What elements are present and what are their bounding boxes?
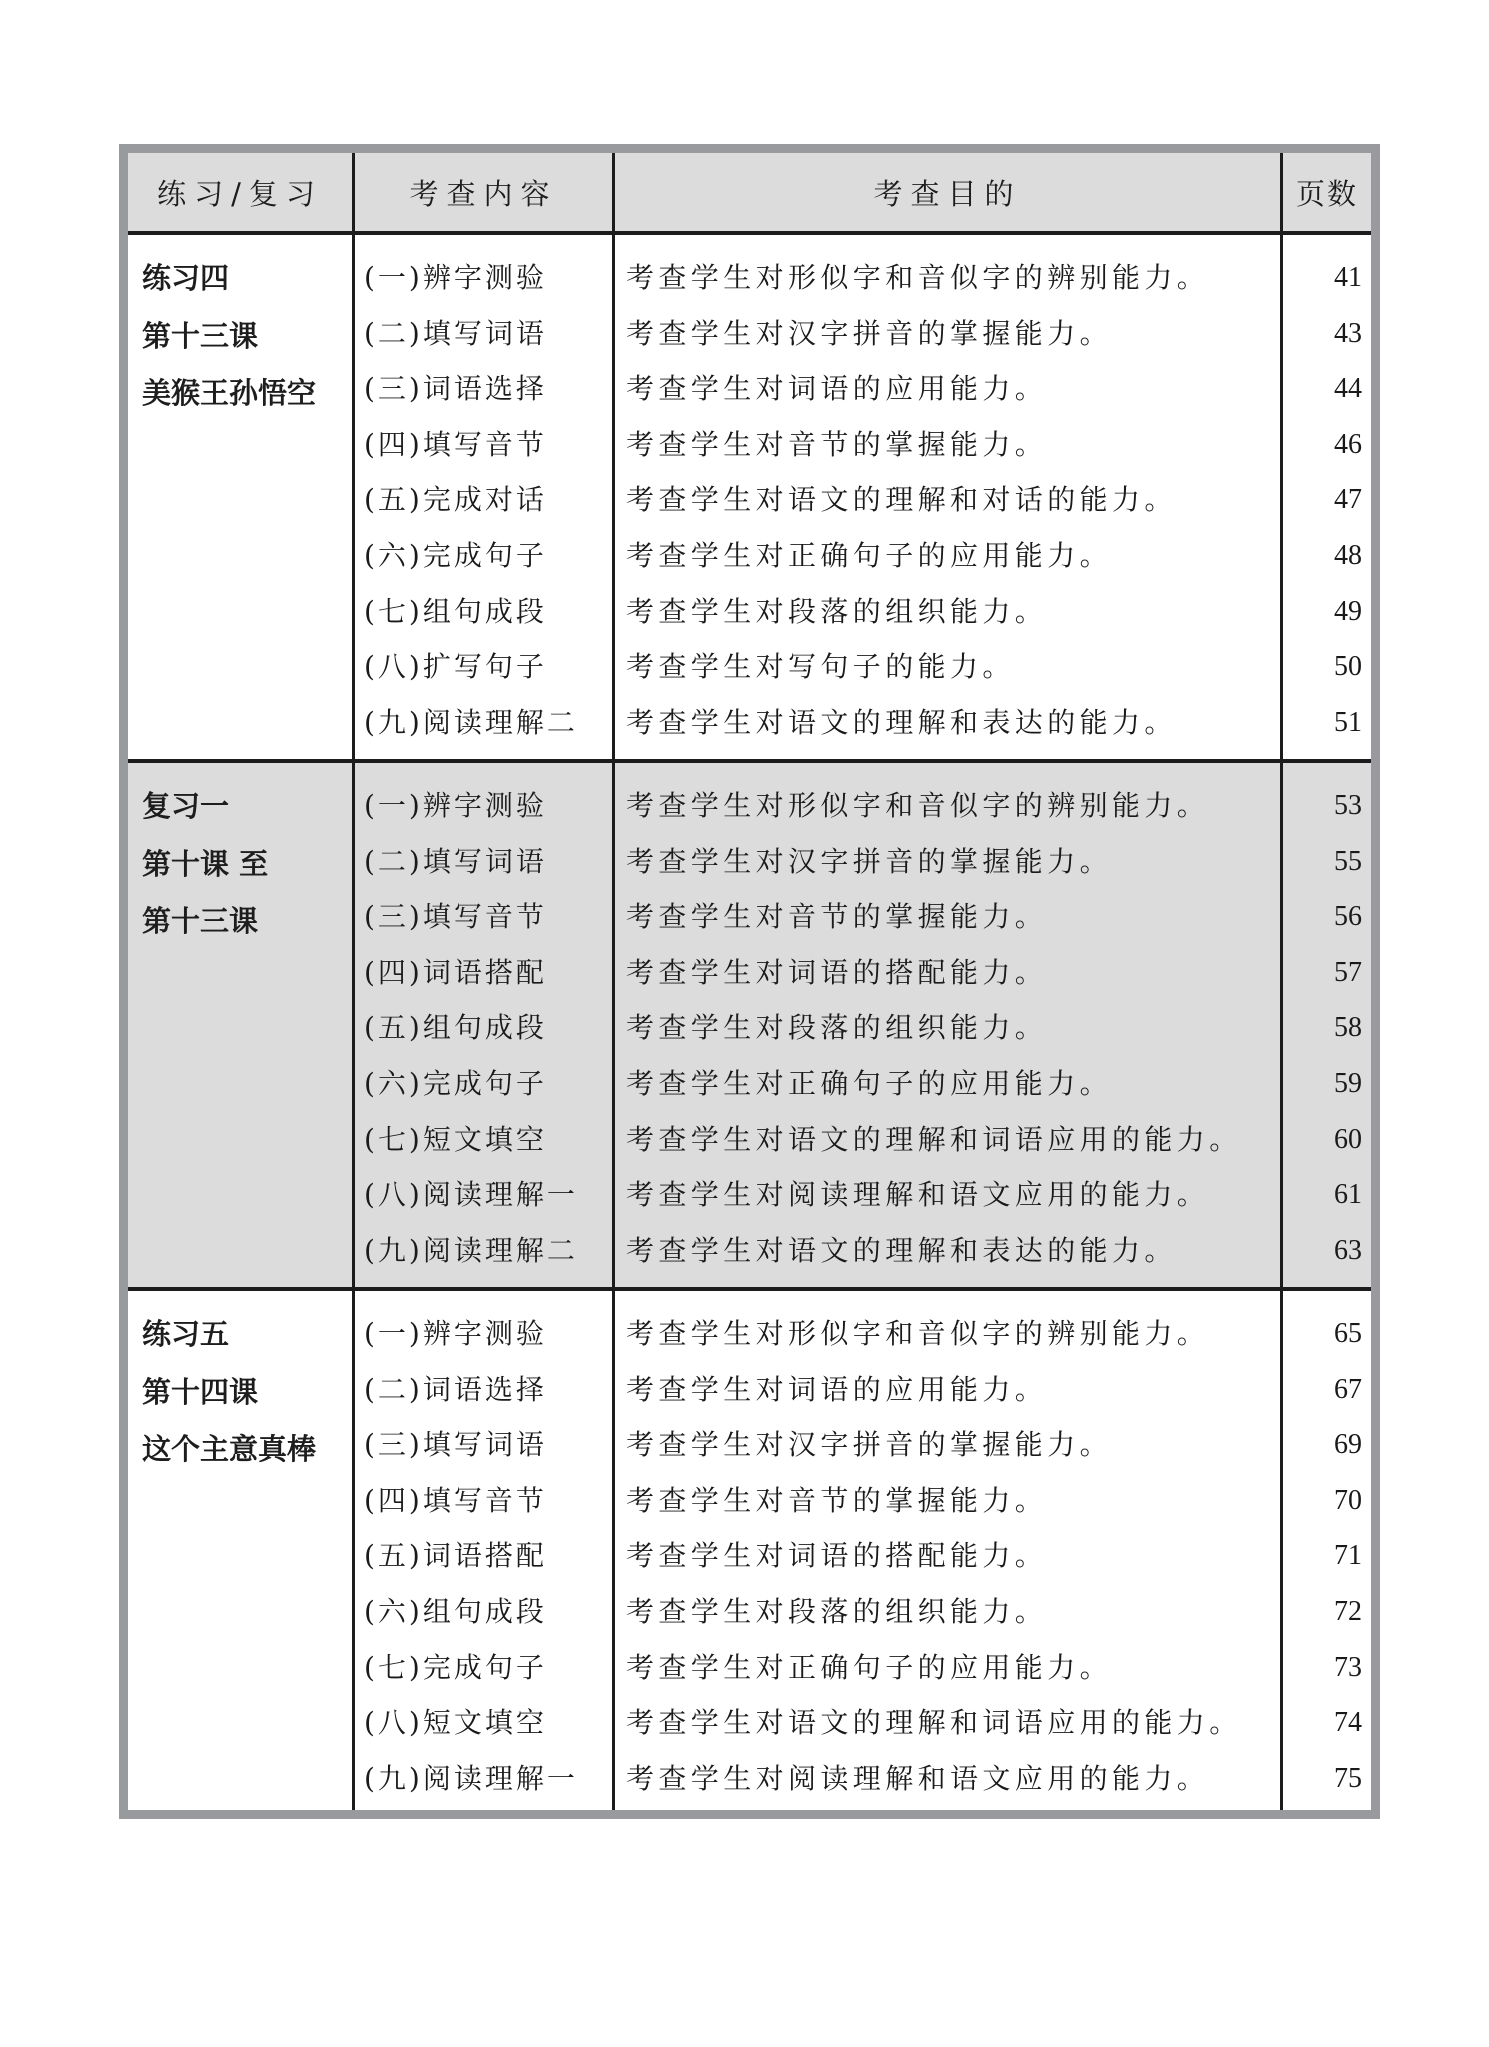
section-divider bbox=[128, 759, 1371, 763]
purpose-cell: 考查学生对段落的组织能力。 bbox=[626, 1594, 1048, 1628]
page-cell: 51 bbox=[1334, 706, 1362, 738]
purpose-cell: 考查学生对音节的掌握能力。 bbox=[626, 900, 1048, 934]
content-cell: (二)词语选择 bbox=[364, 1372, 547, 1406]
table-row bbox=[128, 952, 1371, 1008]
table-row bbox=[128, 424, 1371, 480]
table-row bbox=[128, 841, 1371, 897]
section-practice-4 bbox=[128, 235, 1371, 759]
page-cell: 49 bbox=[1334, 595, 1362, 627]
purpose-cell: 考查学生对正确句子的应用能力。 bbox=[626, 1650, 1113, 1684]
table-row bbox=[128, 1369, 1371, 1425]
lesson-line: 这个主意真棒 bbox=[142, 1432, 317, 1466]
page-cell: 53 bbox=[1334, 790, 1362, 821]
table-row bbox=[128, 1758, 1371, 1814]
page-cell: 59 bbox=[1334, 1067, 1362, 1099]
table-row bbox=[128, 1591, 1371, 1647]
table-row bbox=[128, 1313, 1371, 1369]
purpose-cell: 考查学生对词语的搭配能力。 bbox=[626, 955, 1048, 989]
page-cell: 47 bbox=[1334, 484, 1362, 516]
purpose-cell: 考查学生对语文的理解和对话的能力。 bbox=[626, 483, 1177, 517]
purpose-cell: 考查学生对汉字拼音的掌握能力。 bbox=[626, 1428, 1113, 1462]
content-cell: (二)填写词语 bbox=[364, 844, 547, 878]
page-cell: 70 bbox=[1334, 1484, 1362, 1516]
page-cell: 50 bbox=[1334, 651, 1362, 683]
lesson-line: 复习一 bbox=[142, 789, 230, 823]
purpose-cell: 考查学生对段落的组织能力。 bbox=[626, 1011, 1048, 1045]
content-cell: (四)填写音节 bbox=[364, 1483, 547, 1517]
content-cell: (七)短文填空 bbox=[364, 1122, 547, 1156]
section-divider bbox=[128, 1287, 1371, 1291]
table-row bbox=[128, 1007, 1371, 1063]
lesson-line: 练习四 bbox=[142, 261, 230, 295]
content-cell: (八)阅读理解一 bbox=[364, 1178, 578, 1212]
content-cell: (九)阅读理解一 bbox=[364, 1761, 578, 1795]
page-cell: 75 bbox=[1334, 1762, 1362, 1794]
table-row bbox=[128, 1480, 1371, 1536]
content-cell: (四)词语搭配 bbox=[364, 955, 547, 989]
table-row bbox=[128, 1535, 1371, 1591]
lesson-line: 练习五 bbox=[142, 1317, 230, 1351]
table-row bbox=[128, 785, 1371, 841]
table-row bbox=[128, 1424, 1371, 1480]
lesson-line: 第十四课 bbox=[142, 1374, 259, 1409]
purpose-cell: 考查学生对写句子的能力。 bbox=[626, 650, 1015, 684]
content-cell: (五)完成对话 bbox=[364, 483, 547, 517]
purpose-cell: 考查学生对语文的理解和词语应用的能力。 bbox=[626, 1122, 1242, 1156]
content-cell: (二)填写词语 bbox=[364, 316, 547, 350]
header-page: 页数 bbox=[1295, 176, 1358, 211]
purpose-cell: 考查学生对汉字拼音的掌握能力。 bbox=[626, 844, 1113, 878]
page-cell: 43 bbox=[1334, 317, 1362, 349]
table-row bbox=[128, 702, 1371, 758]
purpose-cell: 考查学生对阅读理解和语文应用的能力。 bbox=[626, 1178, 1210, 1212]
table-row bbox=[128, 1230, 1371, 1286]
content-cell: (五)词语搭配 bbox=[364, 1539, 547, 1573]
purpose-cell: 考查学生对语文的理解和词语应用的能力。 bbox=[626, 1706, 1242, 1740]
page-cell: 73 bbox=[1334, 1651, 1362, 1683]
page-cell: 61 bbox=[1334, 1179, 1362, 1211]
purpose-cell: 考查学生对汉字拼音的掌握能力。 bbox=[626, 316, 1113, 350]
page-cell: 63 bbox=[1334, 1234, 1362, 1266]
header-purpose: 考查目的 bbox=[873, 176, 1022, 211]
table-row bbox=[128, 646, 1371, 702]
lesson-line: 第十三课 bbox=[142, 904, 259, 938]
section-review-1 bbox=[128, 763, 1371, 1287]
page-cell: 71 bbox=[1334, 1540, 1362, 1572]
content-cell: (九)阅读理解二 bbox=[364, 705, 578, 739]
purpose-cell: 考查学生对阅读理解和语文应用的能力。 bbox=[626, 1761, 1210, 1795]
content-cell: (三)填写音节 bbox=[364, 900, 547, 934]
exercise-table bbox=[119, 144, 1380, 1819]
page-cell: 55 bbox=[1334, 845, 1362, 877]
purpose-cell: 考查学生对形似字和音似字的辨别能力。 bbox=[626, 261, 1210, 294]
content-cell: (三)填写词语 bbox=[364, 1428, 547, 1462]
page-cell: 69 bbox=[1334, 1429, 1362, 1461]
purpose-cell: 考查学生对形似字和音似字的辨别能力。 bbox=[626, 789, 1210, 822]
content-cell: (七)完成句子 bbox=[364, 1650, 547, 1684]
content-cell: (一)辨字测验 bbox=[364, 789, 547, 822]
page-cell: 44 bbox=[1334, 373, 1362, 405]
purpose-cell: 考查学生对音节的掌握能力。 bbox=[626, 427, 1048, 461]
table-row bbox=[128, 591, 1371, 647]
header-divider bbox=[128, 231, 1371, 235]
page-cell: 60 bbox=[1334, 1123, 1362, 1155]
page-cell: 48 bbox=[1334, 539, 1362, 571]
purpose-cell: 考查学生对词语的应用能力。 bbox=[626, 372, 1048, 406]
lesson-line: 第十三课 bbox=[142, 318, 259, 353]
purpose-cell: 考查学生对形似字和音似字的辨别能力。 bbox=[626, 1317, 1210, 1350]
purpose-cell: 考查学生对词语的应用能力。 bbox=[626, 1372, 1048, 1406]
page-cell: 58 bbox=[1334, 1012, 1362, 1044]
purpose-cell: 考查学生对语文的理解和表达的能力。 bbox=[626, 1233, 1177, 1267]
page-cell: 74 bbox=[1334, 1707, 1362, 1739]
header-exercise: 练习/复习 bbox=[157, 176, 323, 211]
column-divider bbox=[612, 153, 615, 1810]
page-cell: 41 bbox=[1334, 262, 1362, 293]
purpose-cell: 考查学生对词语的搭配能力。 bbox=[626, 1539, 1048, 1573]
table-row bbox=[128, 896, 1371, 952]
column-divider bbox=[352, 153, 355, 1810]
page-cell: 46 bbox=[1334, 428, 1362, 460]
content-cell: (八)扩写句子 bbox=[364, 650, 547, 684]
content-cell: (一)辨字测验 bbox=[364, 1317, 547, 1350]
page-cell: 65 bbox=[1334, 1318, 1362, 1349]
table-row bbox=[128, 368, 1371, 424]
column-divider bbox=[1280, 153, 1283, 1810]
content-cell: (六)组句成段 bbox=[364, 1594, 547, 1628]
table-row bbox=[128, 313, 1371, 369]
content-cell: (九)阅读理解二 bbox=[364, 1233, 578, 1267]
table-row bbox=[128, 1063, 1371, 1119]
page-cell: 67 bbox=[1334, 1373, 1362, 1405]
content-cell: (一)辨字测验 bbox=[364, 261, 547, 294]
content-cell: (四)填写音节 bbox=[364, 427, 547, 461]
content-cell: (六)完成句子 bbox=[364, 1066, 547, 1100]
lesson-line: 第十课 至 bbox=[142, 846, 269, 881]
table-row bbox=[128, 257, 1371, 313]
purpose-cell: 考查学生对正确句子的应用能力。 bbox=[626, 538, 1113, 572]
table-row bbox=[128, 1119, 1371, 1175]
page-cell: 72 bbox=[1334, 1595, 1362, 1627]
lesson-line: 美猴王孙悟空 bbox=[142, 376, 317, 410]
table-row bbox=[128, 479, 1371, 535]
page-cell: 56 bbox=[1334, 901, 1362, 933]
table-header bbox=[128, 153, 1371, 231]
section-practice-5 bbox=[128, 1291, 1371, 1810]
content-cell: (六)完成句子 bbox=[364, 538, 547, 572]
content-cell: (七)组句成段 bbox=[364, 594, 547, 628]
content-cell: (八)短文填空 bbox=[364, 1706, 547, 1740]
purpose-cell: 考查学生对正确句子的应用能力。 bbox=[626, 1066, 1113, 1100]
page-cell: 57 bbox=[1334, 956, 1362, 988]
header-content: 考查内容 bbox=[409, 176, 558, 211]
table-row bbox=[128, 1174, 1371, 1230]
table-row bbox=[128, 1647, 1371, 1703]
content-cell: (五)组句成段 bbox=[364, 1011, 547, 1045]
purpose-cell: 考查学生对音节的掌握能力。 bbox=[626, 1483, 1048, 1517]
table-row bbox=[128, 1702, 1371, 1758]
purpose-cell: 考查学生对段落的组织能力。 bbox=[626, 594, 1048, 628]
content-cell: (三)词语选择 bbox=[364, 372, 547, 406]
purpose-cell: 考查学生对语文的理解和表达的能力。 bbox=[626, 705, 1177, 739]
table-row bbox=[128, 535, 1371, 591]
